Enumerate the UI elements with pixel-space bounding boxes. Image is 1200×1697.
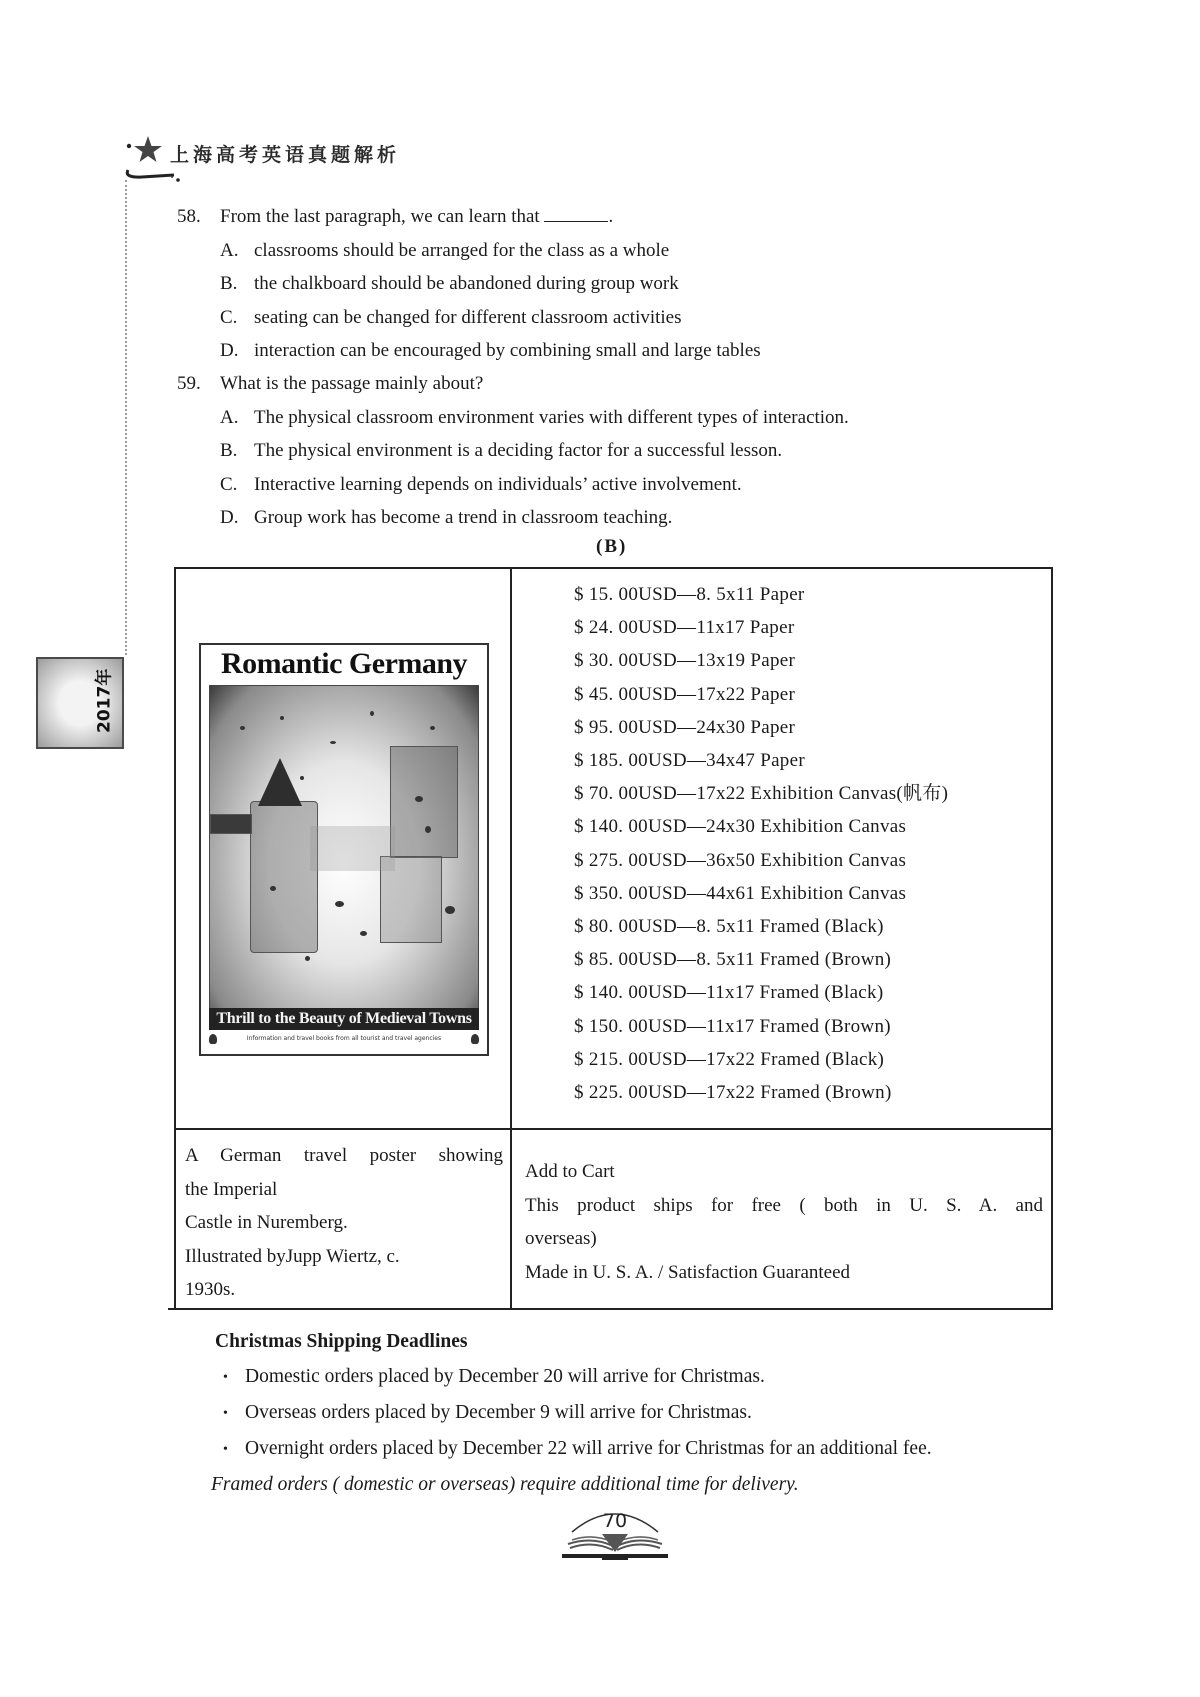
price-option[interactable]: $ 45. 00USD—17x22 Paper bbox=[574, 683, 796, 705]
answer-blank bbox=[544, 205, 608, 222]
emblem-icon bbox=[471, 1034, 479, 1044]
shipping-item: • Overseas orders placed by December 9 will arrive for Christmas. bbox=[215, 1395, 932, 1431]
option-b: B. the chalkboard should be abandoned during group work bbox=[220, 273, 679, 294]
year-tab-label: 2017年 bbox=[94, 668, 115, 733]
table-border-overhang bbox=[168, 1308, 178, 1310]
poster-description: A German travel poster showing the Imperial Castle in Nuremberg. Illustrated byJupp Wiertz, c. 1930s. bbox=[185, 1145, 503, 1300]
free-shipping-text-cont: overseas) bbox=[525, 1228, 597, 1249]
cart-info bbox=[525, 1155, 1043, 1289]
price-option[interactable]: $ 185. 00USD—34x47 Paper bbox=[574, 750, 805, 772]
add-to-cart-button[interactable]: Add to Cart bbox=[525, 1161, 615, 1182]
book-series-title: 上海高考英语真题解析 bbox=[170, 144, 401, 166]
page-number-ornament bbox=[556, 1506, 674, 1566]
margin-dotted-rule bbox=[125, 180, 127, 655]
price-option[interactable]: $ 24. 00USD—11x17 Paper bbox=[574, 617, 795, 639]
free-shipping-text: This product ships for free ( both in U. S. A. and bbox=[525, 1194, 1043, 1216]
price-option[interactable]: $ 150. 00USD—11x17 Framed (Brown) bbox=[574, 1015, 891, 1037]
year-tab bbox=[36, 657, 124, 749]
poster-footer: Information and travel books from all tourist and travel agencies bbox=[246, 1035, 442, 1042]
bullet-icon: • bbox=[223, 1370, 228, 1386]
poster-image bbox=[199, 643, 489, 1056]
shipping-title: Christmas Shipping Deadlines bbox=[215, 1331, 468, 1352]
price-option[interactable]: $ 215. 00USD—17x22 Framed (Black) bbox=[574, 1048, 885, 1070]
option-c: C. Interactive learning depends on individuals’ active involvement. bbox=[220, 473, 742, 495]
page-number: 70 bbox=[602, 1510, 628, 1532]
price-option[interactable]: $ 350. 00USD—44x61 Exhibition Canvas bbox=[574, 882, 907, 904]
price-list bbox=[574, 578, 948, 1109]
price-option[interactable]: $ 70. 00USD—17x22 Exhibition Canvas(帆布) bbox=[574, 783, 949, 805]
question-58: 58. From the last paragraph, we can learn that . A. classrooms should be arranged for the class as a whole B. the chalkboard should be abandoned during group work C. seating can be changed for different classroom activities D. interaction can be encouraged by combining small and large tables bbox=[177, 200, 761, 368]
shipping-item: • Domestic orders placed by December 20 will arrive for Christmas. bbox=[215, 1359, 932, 1395]
question-number: 59. bbox=[177, 373, 201, 394]
shipping-deadlines bbox=[211, 1324, 932, 1502]
price-option[interactable]: $ 80. 00USD—8. 5x11 Framed (Black) bbox=[574, 916, 884, 938]
option-a: A. The physical classroom environment varies with different types of interaction. bbox=[220, 406, 849, 428]
table-row-divider bbox=[174, 1128, 1053, 1130]
poster-banner: Thrill to the Beauty of Medieval Towns bbox=[209, 1008, 479, 1030]
price-option[interactable]: $ 275. 00USD—36x50 Exhibition Canvas bbox=[574, 849, 907, 871]
bullet-icon: • bbox=[223, 1406, 228, 1422]
castle-illustration bbox=[209, 685, 479, 1009]
made-in-text: Made in U. S. A. / Satisfaction Guaranteed bbox=[525, 1261, 851, 1283]
price-option[interactable]: $ 140. 00USD—11x17 Framed (Black) bbox=[574, 982, 884, 1004]
price-option[interactable]: $ 225. 00USD—17x22 Framed (Brown) bbox=[574, 1082, 892, 1104]
emblem-icon bbox=[209, 1034, 217, 1044]
price-option[interactable]: $ 30. 00USD—13x19 Paper bbox=[574, 650, 796, 672]
option-a: A. classrooms should be arranged for the class as a whole bbox=[220, 239, 670, 261]
price-option[interactable]: $ 140. 00USD—24x30 Exhibition Canvas bbox=[574, 816, 907, 838]
shipping-item: • Overnight orders placed by December 22 will arrive for Christmas for an additional fee. bbox=[215, 1431, 932, 1467]
section-label: (B) bbox=[596, 536, 628, 557]
question-stem: What is the passage mainly about? bbox=[220, 373, 484, 394]
bullet-icon: • bbox=[223, 1442, 228, 1458]
question-59 bbox=[177, 367, 849, 535]
table-column-divider bbox=[510, 567, 512, 1310]
question-number: 58. bbox=[177, 206, 201, 227]
poster-title: Romantic Germany bbox=[220, 647, 468, 680]
option-d: D. Group work has become a trend in classroom teaching. bbox=[220, 507, 673, 528]
price-option[interactable]: $ 95. 00USD—24x30 Paper bbox=[574, 716, 796, 738]
question-stem: From the last paragraph, we can learn that bbox=[220, 206, 540, 227]
option-c: C. seating can be changed for different classroom activities bbox=[220, 306, 682, 328]
framed-orders-note: Framed orders ( domestic or overseas) require additional time for delivery. bbox=[211, 1474, 799, 1496]
option-d: D. interaction can be encouraged by combining small and large tables bbox=[220, 340, 761, 361]
price-option[interactable]: $ 15. 00USD—8. 5x11 Paper bbox=[574, 584, 805, 605]
price-option[interactable]: $ 85. 00USD—8. 5x11 Framed (Brown) bbox=[574, 949, 892, 971]
option-b: B. The physical environment is a deciding factor for a successful lesson. bbox=[220, 440, 783, 461]
